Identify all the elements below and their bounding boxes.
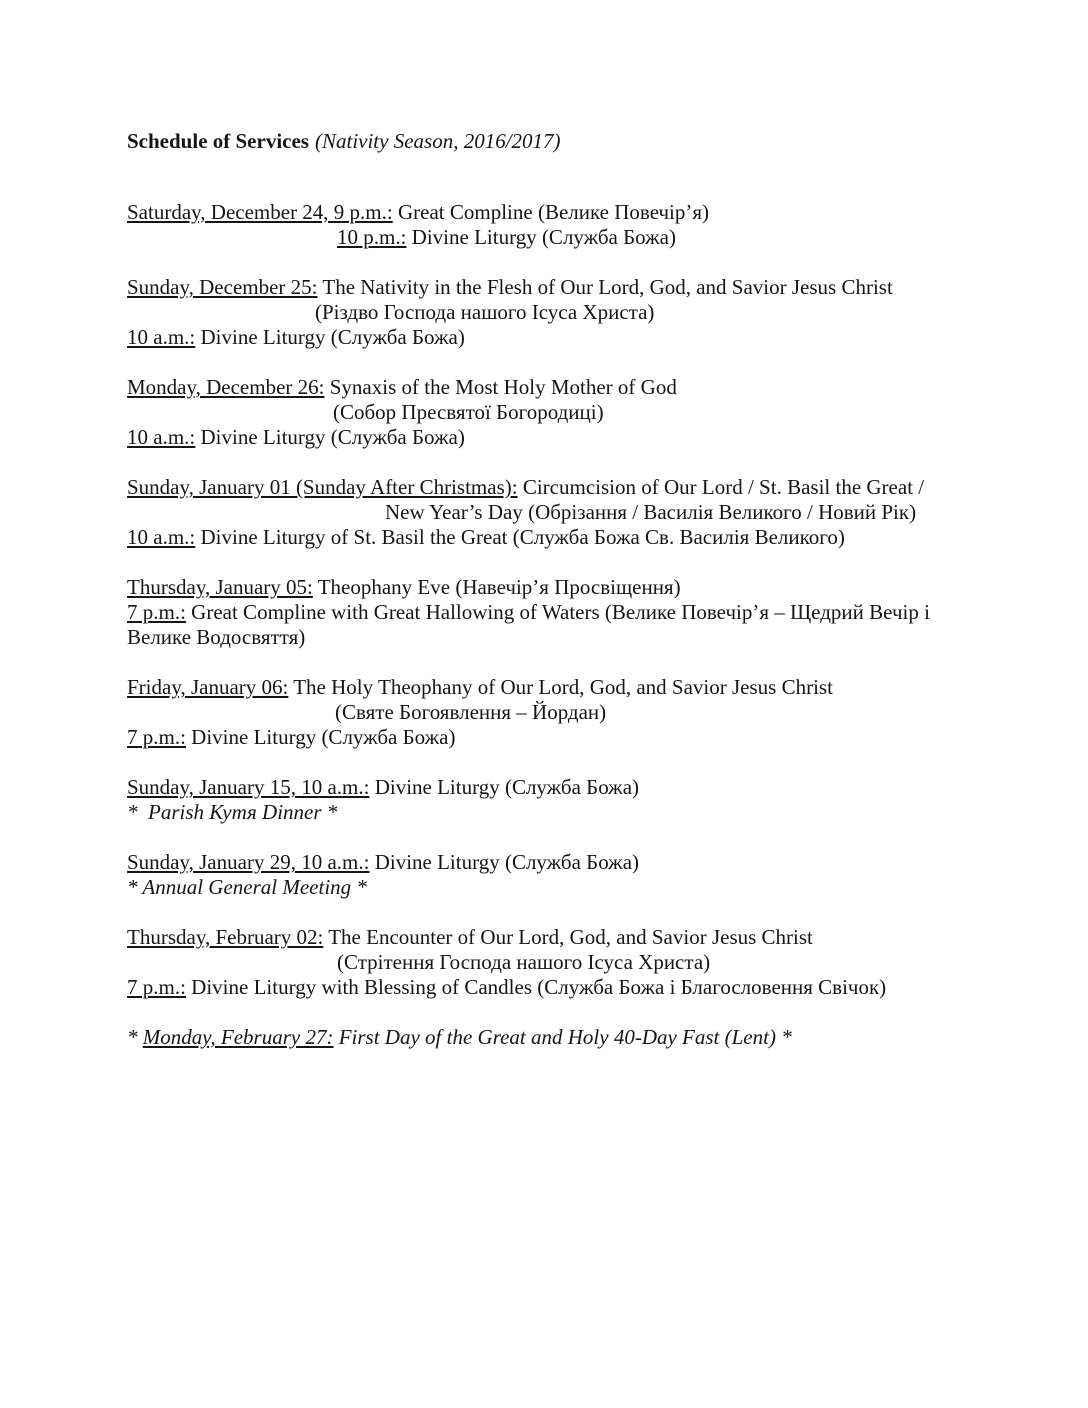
title-main: Schedule of Services (127, 129, 309, 153)
date-time-label: 7 p.m.: (127, 975, 186, 999)
schedule-block (127, 275, 1028, 350)
schedule-line (127, 675, 1028, 700)
title-subtitle: (Nativity Season, 2016/2017) (314, 129, 561, 153)
schedule-line (127, 275, 1028, 300)
line-text: * Parish Кутя Dinner * (127, 800, 338, 824)
line-text: Велике Водосвяття) (127, 625, 306, 649)
schedule-line (127, 725, 1028, 750)
line-text: New Year’s Day (Обрізання / Василія Великого / Новий Рік) (385, 500, 917, 524)
document-title (127, 129, 1028, 154)
line-text: Divine Liturgy (Служба Божа) (185, 725, 456, 749)
date-time-label: 10 a.m.: (127, 425, 196, 449)
schedule-line (127, 425, 1028, 450)
schedule-line (127, 950, 1028, 975)
schedule-line (127, 200, 1028, 225)
line-text: Divine Liturgy with Blessing of Candles (Служба Божа і Благословення Свічок) (185, 975, 887, 999)
schedule-line (127, 400, 1028, 425)
date-time-label: Sunday, January 01 (Sunday After Christmas): (127, 475, 518, 499)
line-text: (Різдво Господа нашого Ісуса Христа) (315, 300, 655, 324)
line-text: Theophany Eve (Навечір’я Просвіщення) (312, 575, 681, 599)
schedule-line (127, 525, 1028, 550)
schedule-line (127, 1025, 1028, 1050)
date-time-label: Saturday, December 24, 9 p.m.: (127, 200, 393, 224)
schedule-line (127, 800, 1028, 825)
schedule-block (127, 675, 1028, 750)
date-time-label: Thursday, February 02: (127, 925, 324, 949)
line-text: Great Compline with Great Hallowing of Waters (Велике Повечір’я – Щедрий Вечір і (185, 600, 930, 624)
schedule-block (127, 375, 1028, 450)
date-time-label: 7 p.m.: (127, 725, 186, 749)
schedule-line (127, 975, 1028, 1000)
line-text: The Nativity in the Flesh of Our Lord, God, and Savior Jesus Christ (317, 275, 893, 299)
schedule-block (127, 925, 1028, 1000)
schedule-line (127, 475, 1028, 500)
date-time-label: 10 a.m.: (127, 525, 196, 549)
schedule-line (127, 850, 1028, 875)
schedule-line (127, 875, 1028, 900)
schedule-block (127, 775, 1028, 825)
schedule-block (127, 575, 1028, 650)
date-time-label: Thursday, January 05: (127, 575, 313, 599)
date-time-label: 10 p.m.: (337, 225, 407, 249)
line-text: First Day of the Great and Holy 40-Day Fast (Lent) * (333, 1025, 792, 1049)
line-text: Synaxis of the Most Holy Mother of God (324, 375, 677, 399)
schedule-line (127, 700, 1028, 725)
schedule-line (127, 625, 1028, 650)
schedule-blocks (127, 200, 1028, 1050)
line-text: * (127, 1025, 143, 1049)
date-time-label: Monday, December 26: (127, 375, 325, 399)
line-text: Divine Liturgy (Служба Божа) (369, 775, 640, 799)
line-text: (Стрітення Господа нашого Ісуса Христа) (337, 950, 711, 974)
schedule-line (127, 375, 1028, 400)
schedule-line (127, 500, 1028, 525)
schedule-line (127, 575, 1028, 600)
schedule-line (127, 925, 1028, 950)
date-time-label: Friday, January 06: (127, 675, 289, 699)
schedule-line (127, 600, 1028, 625)
date-time-label: Monday, February 27: (142, 1025, 334, 1049)
line-text: Divine Liturgy (Служба Божа) (369, 850, 640, 874)
schedule-line (127, 325, 1028, 350)
line-text: Divine Liturgy (Служба Божа) (406, 225, 676, 249)
schedule-block (127, 200, 1028, 250)
line-text: (Святе Богоявлення – Йордан) (335, 700, 607, 724)
line-text: (Собор Пресвятої Богородиці) (333, 400, 604, 424)
date-time-label: Sunday, January 29, 10 a.m.: (127, 850, 370, 874)
schedule-block (127, 850, 1028, 900)
schedule-line (127, 300, 1028, 325)
schedule-line (127, 225, 1028, 250)
line-text: The Encounter of Our Lord, God, and Savior Jesus Christ (323, 925, 813, 949)
line-text: Great Compline (Велике Повечір’я) (392, 200, 710, 224)
date-time-label: 10 a.m.: (127, 325, 196, 349)
line-text: The Holy Theophany of Our Lord, God, and Savior Jesus Christ (288, 675, 833, 699)
line-text: Circumcision of Our Lord / St. Basil the Great / (517, 475, 925, 499)
date-time-label: 7 p.m.: (127, 600, 186, 624)
line-text: * Annual General Meeting * (127, 875, 367, 899)
line-text: Divine Liturgy (Служба Божа) (195, 425, 465, 449)
date-time-label: Sunday, January 15, 10 a.m.: (127, 775, 370, 799)
schedule-block (127, 475, 1028, 550)
line-text: Divine Liturgy (Служба Божа) (195, 325, 465, 349)
date-time-label: Sunday, December 25: (127, 275, 318, 299)
line-text: Divine Liturgy of St. Basil the Great (Служба Божа Св. Василія Великого) (195, 525, 845, 549)
schedule-block (127, 1025, 1028, 1050)
schedule-line (127, 775, 1028, 800)
